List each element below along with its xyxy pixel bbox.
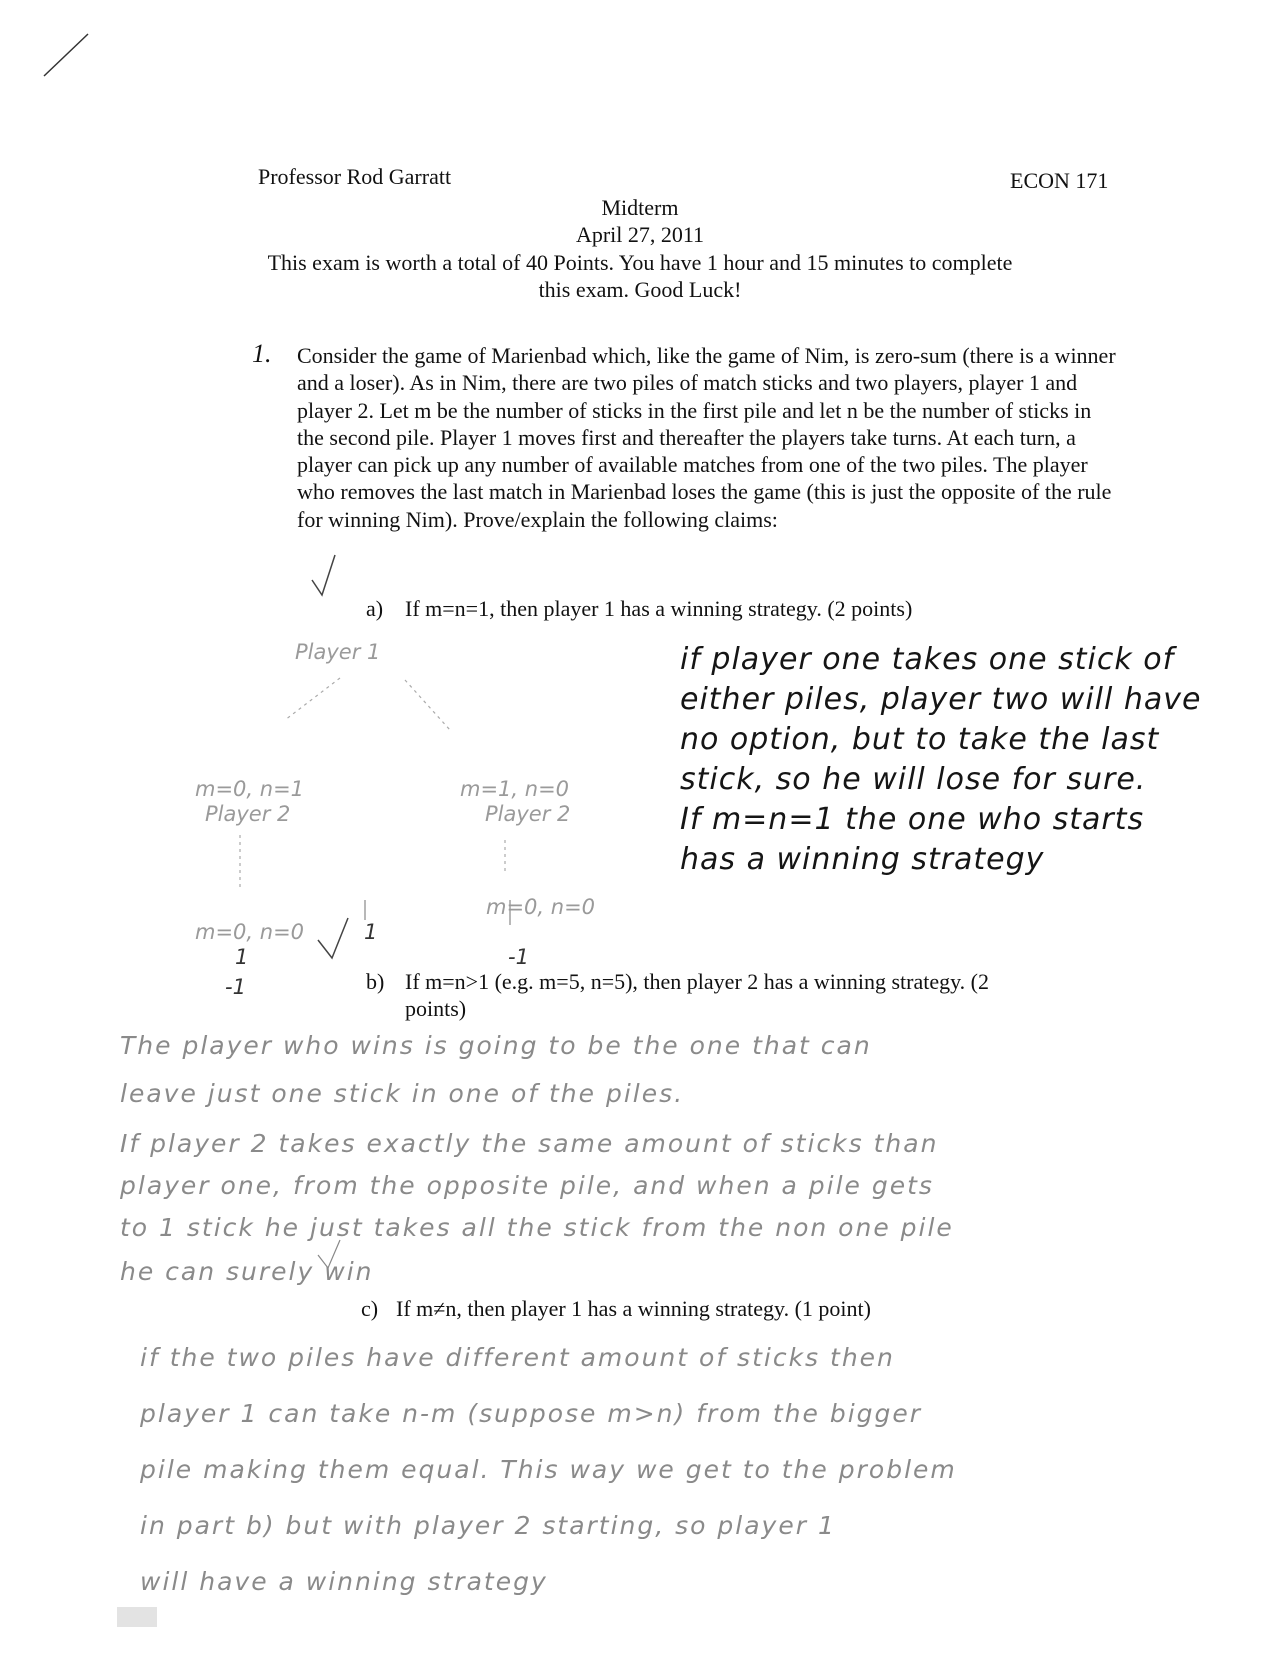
answer-line: he can surely win <box>120 1257 374 1286</box>
exam-date: April 27, 2011 <box>575 222 705 247</box>
answer-line: stick, so he will lose for sure. <box>680 762 1147 797</box>
tree-root: Player 1 <box>295 640 381 664</box>
answer-line: pile making them equal. This way we get to the problem <box>140 1455 957 1484</box>
question-number: 1. <box>252 339 272 368</box>
tree-right-payoff-top: -1 <box>508 945 529 969</box>
scan-smudge <box>117 1607 157 1627</box>
tree-left-node: m=0, n=1 <box>195 777 305 801</box>
part-c-text: If m≠n, then player 1 has a winning strategy. (1 point) <box>396 1296 871 1321</box>
check-mark-a <box>312 555 335 595</box>
tree-branch-right <box>405 680 450 730</box>
answer-line: no option, but to take the last <box>680 722 1160 757</box>
answer-line: has a winning strategy <box>680 842 1045 877</box>
answer-line: if the two piles have different amount of sticks then <box>140 1343 895 1372</box>
answer-line: will have a winning strategy <box>140 1567 548 1596</box>
part-b-text-line-2: points) <box>405 996 467 1021</box>
part-a-label: a) <box>366 596 384 621</box>
pen-stroke-top-left <box>44 34 88 76</box>
part-b-text-line-1: If m=n>1 (e.g. m=5, n=5), then player 2 has a winning strategy. (2 <box>405 969 990 994</box>
answer-line: If m=n=1 the one who starts <box>680 802 1145 837</box>
exam-title: Midterm <box>601 195 679 220</box>
answer-line: player one, from the opposite pile, and when a pile gets <box>120 1171 934 1200</box>
course-code: ECON 171 <box>1010 168 1109 193</box>
answer-line: if player one takes one stick of <box>680 642 1175 677</box>
instructions-line-2: this exam. Good Luck! <box>538 277 742 302</box>
answer-line: leave just one stick in one of the piles. <box>120 1079 685 1108</box>
question-1-text: Consider the game of Marienbad which, like the game of Nim, is zero-sum (there is a winner and a loser). As in Nim, there are two piles of match sticks and two players, player 1 and player 2. Let m be the number of sticks in the first pile and let n be the number of sticks in the second pile. Player 1 moves first and thereafter the players take turns. At each turn, a player can pick up any number of available matches from one of the two piles. The player who removes the last match in Marienbad loses the game (this is just the opposite of the rule for winning Nim). Prove/explain the following claims: <box>297 343 1116 532</box>
tree-left-leaf: m=0, n=0 <box>195 920 305 944</box>
tree-right-leaf: m=0, n=0 <box>486 895 596 919</box>
professor-name: Professor Rod Garratt <box>258 164 452 189</box>
tree-right-payoff-bottom: 1 <box>364 920 378 944</box>
part-a-text: If m=n=1, then player 1 has a winning strategy. (2 points) <box>405 596 913 621</box>
answer-line: player 1 can take n-m (suppose m>n) from the bigger <box>140 1399 923 1428</box>
answer-line: The player who wins is going to be the one that can <box>120 1031 872 1060</box>
tree-left-payoff-bottom: -1 <box>225 975 246 999</box>
answer-line: either piles, player two will have <box>680 682 1202 717</box>
answer-line: to 1 stick he just takes all the stick from the non one pile <box>120 1213 954 1242</box>
tree-left-player: Player 2 <box>205 802 291 826</box>
check-mark-b <box>318 918 348 958</box>
instructions-line-1: This exam is worth a total of 40 Points. You have 1 hour and 15 minutes to complete <box>267 250 1013 275</box>
tree-right-player: Player 2 <box>485 802 571 826</box>
answer-line: in part b) but with player 2 starting, so player 1 <box>140 1511 836 1540</box>
tree-left-payoff-top: 1 <box>235 945 249 969</box>
part-c-label: c) <box>361 1296 379 1321</box>
tree-right-node: m=1, n=0 <box>460 777 570 801</box>
tree-branch-left <box>285 678 340 720</box>
part-b-label: b) <box>366 969 385 994</box>
answer-line: If player 2 takes exactly the same amount of sticks than <box>120 1129 939 1158</box>
